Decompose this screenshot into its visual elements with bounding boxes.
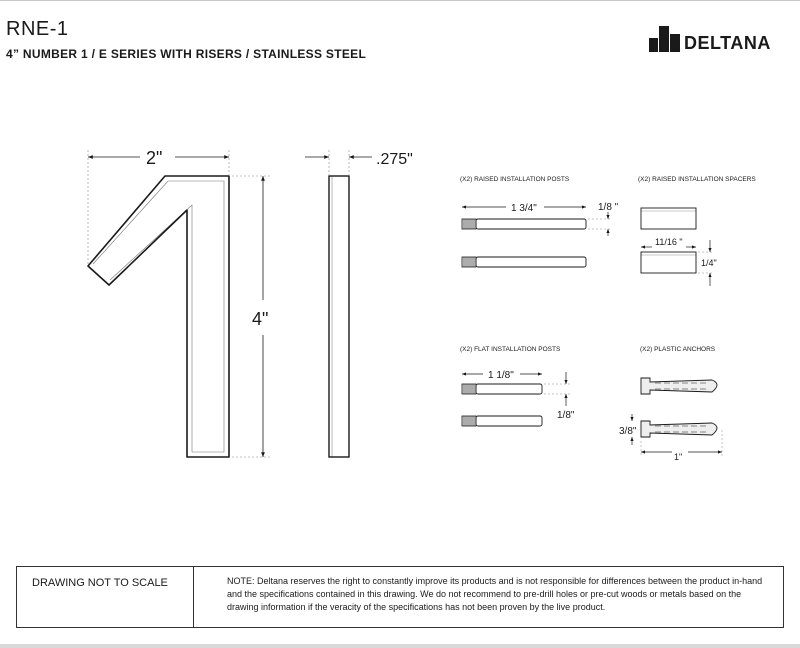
raised-spacers-title: (X2) RAISED INSTALLATION SPACERS — [638, 176, 756, 183]
raised-spacer-diameter-label: 1/4" — [701, 258, 717, 268]
raised-post-diameter-label: 1/8 " — [598, 202, 619, 213]
flat-post-diameter-label: 1/8" — [557, 410, 575, 421]
plastic-anchor-length-label: 1" — [674, 452, 683, 462]
flat-posts-title: (X2) FLAT INSTALLATION POSTS — [460, 346, 561, 353]
raised-posts-title: (X2) RAISED INSTALLATION POSTS — [460, 176, 570, 183]
model-title: RNE-1 — [6, 18, 69, 40]
raised-post-length-label: 1 3/4" — [511, 203, 537, 214]
flat-post-1 — [462, 384, 542, 394]
plastic-anchor-2 — [641, 421, 717, 437]
raised-spacer-length-label: 11/16 " — [655, 237, 683, 247]
brand-name: DELTANA — [684, 33, 771, 53]
bottom-border — [0, 644, 800, 648]
depth-dimension — [305, 150, 372, 176]
depth-label: .275" — [376, 151, 413, 168]
width-label: 2" — [146, 148, 163, 168]
scale-note: DRAWING NOT TO SCALE — [32, 577, 168, 589]
flat-post-2 — [462, 416, 542, 426]
numeral-side-view — [329, 176, 349, 457]
plastic-anchor-1 — [641, 378, 717, 394]
footer-note-box — [16, 566, 784, 628]
raised-post-2 — [462, 257, 586, 267]
product-description: 4” NUMBER 1 / E SERIES WITH RISERS / STAINLESS STEEL — [6, 47, 367, 61]
numeral-one-front-view — [88, 176, 229, 457]
plastic-anchor-diameter-label: 3/8" — [619, 426, 637, 437]
disclaimer-note: NOTE: Deltana reserves the right to constantly improve its products and is not responsible for differences between the product in-hand and the specifications contained in this drawing. We do not recommend to pre-drill holes or pre-cut woods or metals based on the drawing information if the veracity of the specifications has not been proven by the live product. — [227, 576, 763, 612]
raised-post-1 — [462, 219, 586, 229]
plastic-anchors-title: (X2) PLASTIC ANCHORS — [640, 346, 716, 353]
scale-note-cell — [17, 567, 194, 627]
flat-post-length-label: 1 1/8" — [488, 370, 514, 381]
height-label: 4" — [252, 309, 269, 329]
